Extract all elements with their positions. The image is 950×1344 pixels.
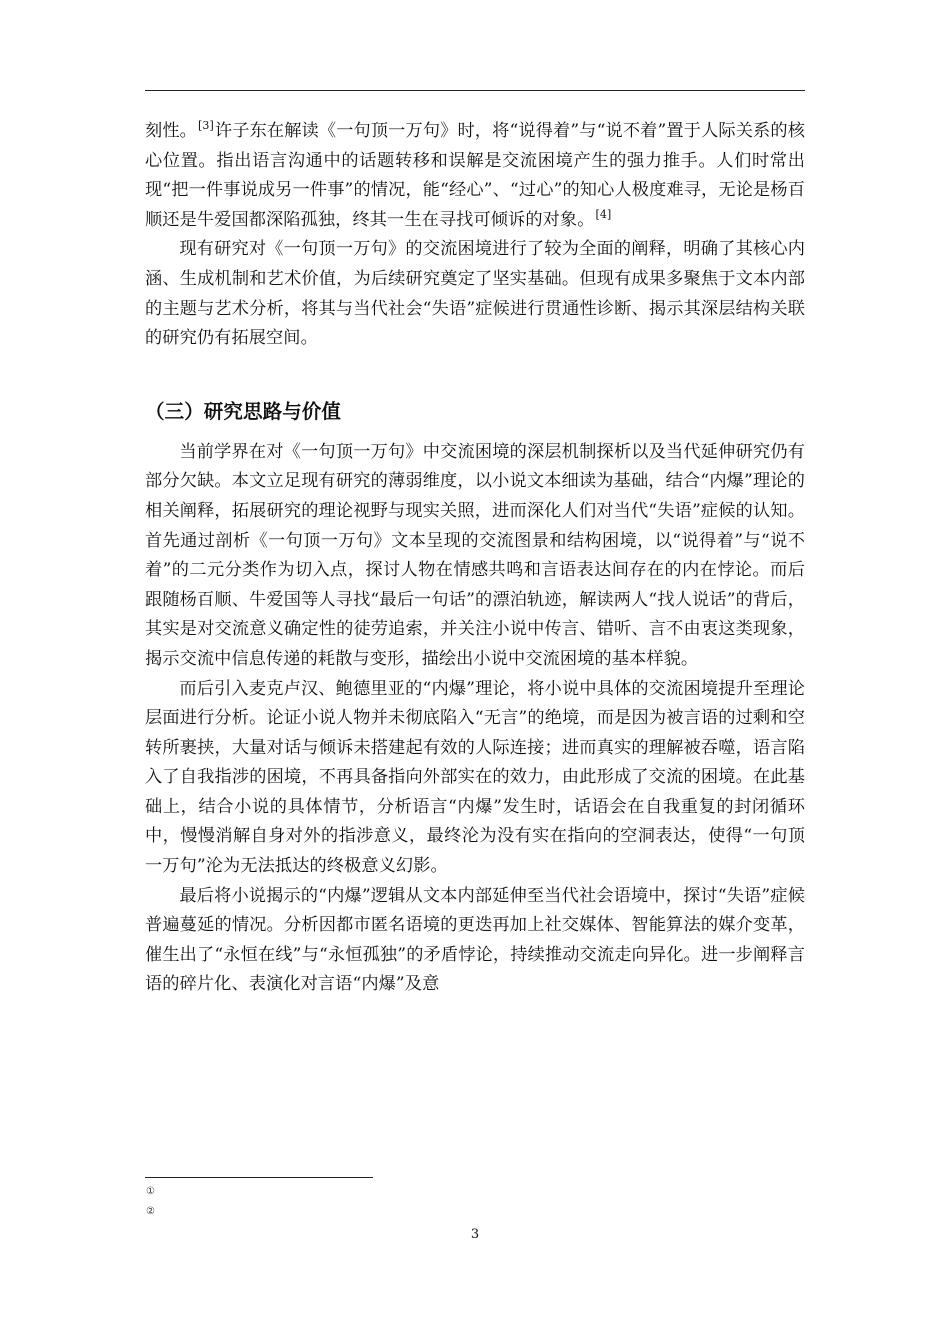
- paragraph-1-text: 许子东在解读《一句顶一万句》时，将“说得着”与“说不着”置于人际关系的核心位置。指出语言沟通中的话题转移和误解是交流困境产生的强力推手。人们时常出现“把一件事说成另一件事”的情况，能“经心”、“过心”的知心人极度难寻，无论是杨百顺还是牛爱国都深陷孤独，终其一生在寻找可倾诉的对象。: [145, 121, 805, 230]
- paragraph-4: 而后引入麦克卢汉、鲍德里亚的“内爆”理论，将小说中具体的交流困境提升至理论层面进行分析。论证小说人物并未彻底陷入“无言”的绝境，而是因为被言语的过剩和空转所裹挟，大量对话与倾诉未搭建起有效的人际连接；进而真实的理解被吞噬，语言陷入了自我指涉的困境，不再具备指向外部实在的效力，由此形成了交流的困境。在此基础上，结合小说的具体情节，分析语言“内爆”发生时，话语会在自我重复的封闭循环中，慢慢消解自身对外的指涉意义，最终沦为没有实在指向的空洞表达，使得“一句顶一万句”沦为无法抵达的终极意义幻影。: [145, 678, 805, 877]
- section-heading: （三）研究思路与价值: [145, 399, 342, 423]
- citation-3: [3]: [197, 119, 214, 132]
- body-text: [145, 117, 805, 1000]
- citation-4: [4]: [595, 207, 612, 221]
- header-rule: [145, 90, 805, 91]
- paragraph-1: [145, 117, 805, 235]
- footnote-1: ①: [146, 1186, 155, 1197]
- paragraph-3: 当前学界在对《一句顶一万句》中交流困境的深层机制探析以及当代延伸研究仍有部分欠缺。本文立足现有研究的薄弱维度，以小说文本细读为基础，结合“内爆”理论的相关阐释，拓展研究的理论视野与现实关照，进而深化人们对当代“失语”症候的认知。首先通过剖析《一句顶一万句》文本呈现的交流图景和结构困境，以“说得着”与“说不着”的二元分类作为切入点，探讨人物在情感共鸣和言语表达间存在的内在悖论。而后跟随杨百顺、牛爱国等人寻找“最后一句话”的漂泊轨迹，解读两人“找人说话”的背后，其实是对交流意义确定性的徒劳追索，并关注小说中传言、错听、言不由衷这类现象，揭示交流中信息传递的耗散与变形，描绘出小说中交流困境的基本样貌。: [145, 441, 805, 669]
- footnote-2: ②: [146, 1206, 155, 1217]
- paragraph-1-start: 刻性。: [145, 121, 197, 141]
- page-number: 3: [470, 1227, 480, 1242]
- paragraph-2: 现有研究对《一句顶一万句》的交流困境进行了较为全面的阐释，明确了其核心内涵、生成机制和艺术价值，为后续研究奠定了坚实基础。但现有成果多聚焦于文本内部的主题与艺术分析，将其与当代社会“失语”症候进行贯通性诊断、揭示其深层结构关联的研究仍有拓展空间。: [145, 239, 805, 349]
- paragraph-5: 最后将小说揭示的“内爆”逻辑从文本内部延伸至当代社会语境中，探讨“失语”症候普遍蔓延的情况。分析因都市匿名语境的更迭再加上社交媒体、智能算法的媒介变革，催生出了“永恒在线”与“永恒孤独”的矛盾悖论，持续推动交流走向异化。进一步阐释言语的碎片化、表演化对言语“内爆”及意: [145, 885, 805, 995]
- footnote-rule: [145, 1177, 373, 1178]
